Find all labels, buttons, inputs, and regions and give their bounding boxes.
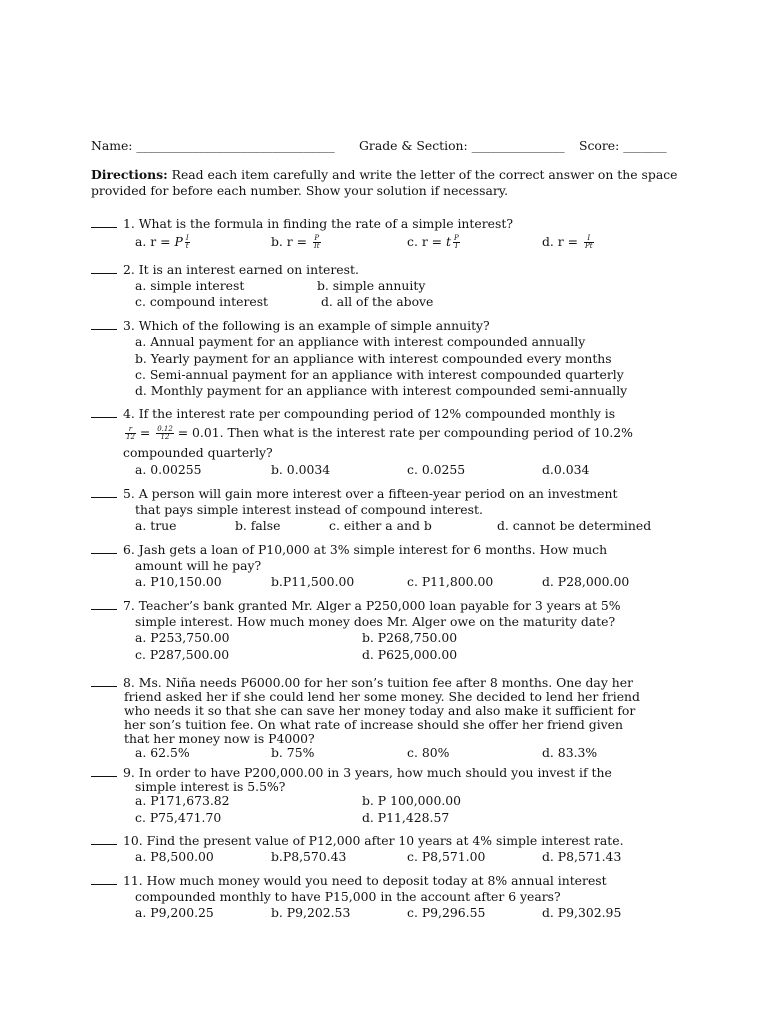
option-c: c. either a and b bbox=[329, 518, 432, 533]
option-a: a. P253,750.00 bbox=[135, 630, 230, 645]
option-c: c. P11,800.00 bbox=[407, 574, 494, 589]
header-row bbox=[91, 138, 681, 154]
option-b: b. P 100,000.00 bbox=[362, 793, 462, 808]
option-c: c. P8,571.00 bbox=[407, 849, 486, 864]
option-c: c. P287,500.00 bbox=[135, 647, 230, 662]
option-d: d.0.034 bbox=[542, 462, 590, 477]
option-b: b. r = $\frac{P}{It}$ bbox=[271, 234, 320, 250]
option-b: b. 75% bbox=[271, 745, 315, 760]
option-c: c. P75,471.70 bbox=[135, 810, 222, 825]
name-field-label: Name: ________________________________ bbox=[91, 138, 335, 153]
option-d: d. P9,302.95 bbox=[542, 905, 622, 920]
question-4-formula-line: $\frac{r}{12}$ = $\frac{0.12}{12}$ = 0.01. Then what is the interest rate per compounding period of 10.2% bbox=[126, 425, 633, 441]
question-text-cont: simple interest is 5.5%? bbox=[135, 779, 286, 794]
score-field-label: Score: _______ bbox=[579, 138, 667, 153]
directions-text: Read each item carefully and write the letter of the correct answer on the space provided for before each number. Show your solution if necessary. bbox=[91, 167, 678, 198]
option-a: a. Annual payment for an appliance with interest compounded annually bbox=[135, 334, 586, 349]
option-b: b. 0.0034 bbox=[271, 462, 331, 477]
question-text-cont: her son’s tuition fee. On what rate of increase should she offer her friend given bbox=[124, 717, 623, 732]
question-text: 1. What is the formula in finding the rate of a simple interest? bbox=[123, 216, 513, 231]
question-text-cont: who needs it so that she can save her money today and also make it sufficient for bbox=[124, 703, 636, 718]
option-a: a. P9,200.25 bbox=[135, 905, 214, 920]
question-text-cont: compounded monthly to have P15,000 in the account after 6 years? bbox=[135, 889, 561, 904]
question-text: 7. Teacher’s bank granted Mr. Alger a P250,000 loan payable for 3 years at 5% bbox=[123, 598, 621, 613]
question-text: 9. In order to have P200,000.00 in 3 years, how much should you invest if the bbox=[123, 765, 612, 780]
question-text: 11. How much money would you need to deposit today at 8% annual interest bbox=[123, 873, 607, 888]
answer-blank bbox=[91, 406, 117, 418]
option-b: b. false bbox=[235, 518, 281, 533]
answer-blank bbox=[91, 318, 117, 330]
option-c: c. compound interest bbox=[135, 294, 269, 309]
option-a: a. simple interest bbox=[135, 278, 245, 293]
option-c: c. P9,296.55 bbox=[407, 905, 486, 920]
option-c: c. 0.0255 bbox=[407, 462, 466, 477]
answer-blank bbox=[91, 833, 117, 845]
answer-blank bbox=[91, 598, 117, 610]
directions-label: Directions: bbox=[91, 167, 168, 182]
question-text-cont: that her money now is P4000? bbox=[124, 731, 315, 746]
question-text: 4. If the interest rate per compounding period of 12% compounded monthly is bbox=[123, 406, 616, 421]
option-a: a. P8,500.00 bbox=[135, 849, 214, 864]
option-b: b. P268,750.00 bbox=[362, 630, 458, 645]
option-a: a. 0.00255 bbox=[135, 462, 202, 477]
question-text-cont: friend asked her if she could lend her some money. She decided to lend her friend bbox=[124, 689, 640, 704]
option-a: a. r = P $\frac{I}{t}$ bbox=[135, 234, 189, 250]
option-d: d. Monthly payment for an appliance with interest compounded semi-annually bbox=[135, 383, 628, 398]
answer-blank bbox=[91, 675, 117, 687]
option-b: b. P9,202.53 bbox=[271, 905, 351, 920]
option-c: c. Semi-annual payment for an appliance with interest compounded quarterly bbox=[135, 367, 624, 382]
question-text: 8. Ms. Niña needs P6000.00 for her son’s tuition fee after 8 months. One day her bbox=[123, 675, 633, 690]
option-d: d. P8,571.43 bbox=[542, 849, 622, 864]
option-d: d. 83.3% bbox=[542, 745, 598, 760]
option-d: d. P28,000.00 bbox=[542, 574, 630, 589]
option-a: a. 62.5% bbox=[135, 745, 190, 760]
option-b: b. Yearly payment for an appliance with interest compounded every months bbox=[135, 351, 612, 366]
option-b: b. simple annuity bbox=[317, 278, 426, 293]
option-c: c. 80% bbox=[407, 745, 450, 760]
question-text: 3. Which of the following is an example of simple annuity? bbox=[123, 318, 490, 333]
option-a: a. P171,673.82 bbox=[135, 793, 230, 808]
option-a: a. P10,150.00 bbox=[135, 574, 222, 589]
option-d: d. P11,428.57 bbox=[362, 810, 450, 825]
option-c: c. r = t $\frac{P}{I}$ bbox=[407, 234, 459, 250]
question-text-cont: amount will he pay? bbox=[135, 558, 262, 573]
option-a: a. true bbox=[135, 518, 177, 533]
question-text: 5. A person will gain more interest over a fifteen-year period on an investment bbox=[123, 486, 618, 501]
answer-blank bbox=[91, 216, 117, 228]
answer-blank bbox=[91, 262, 117, 274]
directions bbox=[91, 167, 691, 199]
option-b: b.P11,500.00 bbox=[271, 574, 355, 589]
answer-blank bbox=[91, 542, 117, 554]
question-text-cont: simple interest. How much money does Mr. Alger owe on the maturity date? bbox=[135, 614, 616, 629]
question-text: 2. It is an interest earned on interest. bbox=[123, 262, 359, 277]
answer-blank bbox=[91, 765, 117, 777]
answer-blank bbox=[91, 486, 117, 498]
answer-blank bbox=[91, 873, 117, 885]
grade-section-field-label: Grade & Section: _______________ bbox=[359, 138, 565, 153]
option-d: d. r = $\frac{I}{Pt}$ bbox=[542, 234, 593, 250]
option-d: d. P625,000.00 bbox=[362, 647, 458, 662]
question-text-cont: that pays simple interest instead of compound interest. bbox=[135, 502, 483, 517]
question-text-cont: compounded quarterly? bbox=[123, 445, 273, 460]
option-d: d. all of the above bbox=[321, 294, 434, 309]
option-d: d. cannot be determined bbox=[497, 518, 652, 533]
question-text: 6. Jash gets a loan of P10,000 at 3% simple interest for 6 months. How much bbox=[123, 542, 608, 557]
question-text: 10. Find the present value of P12,000 after 10 years at 4% simple interest rate. bbox=[123, 833, 624, 848]
option-b: b.P8,570.43 bbox=[271, 849, 347, 864]
